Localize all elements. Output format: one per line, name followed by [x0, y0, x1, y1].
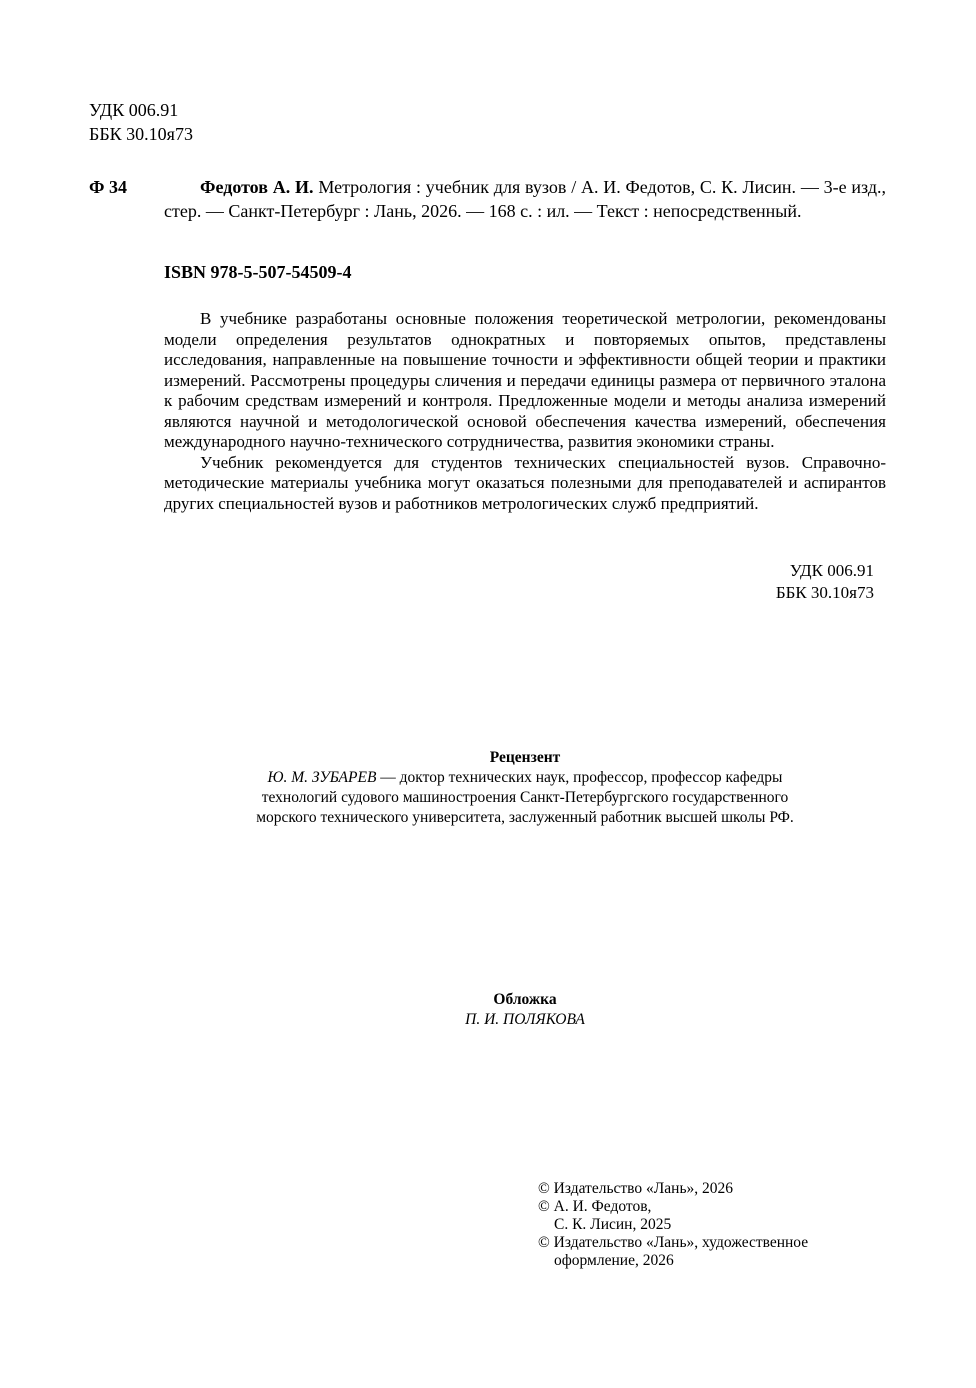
udk-code-bottom: УДК 006.91	[789, 561, 874, 580]
reviewer-line-1	[164, 768, 886, 788]
annotation-paragraph-1: В учебнике разработаны основные положения теоретической метрологии, рекомендованы модели определения результатов однократных и повторяемых опытов, представлены исследования, направленные на повышение точности и эффективности общей теории и практики измерений. Рассмотрены процедуры сличения и передачи единицы размера от первичного эталона к рабочим средствам измерений и контроля. Предложенные модели и методы анализа измерений являются научной и методологической основой обеспечения качества измерений, обеспечения международного научно-технического сотрудничества, развития экономики страны.	[164, 309, 886, 451]
copyright-notice	[538, 1180, 878, 1270]
copyright-line-5: оформление, 2026	[554, 1252, 674, 1269]
bbk-code-bottom: ББК 30.10я73	[775, 583, 874, 602]
copyright-line-1: © Издательство «Лань», 2026	[538, 1180, 734, 1197]
annotation	[164, 309, 886, 514]
bbk-code: ББК 30.10я73	[89, 124, 193, 144]
copyright-line-2: © А. И. Федотов,	[538, 1198, 652, 1215]
bibliographic-record	[164, 175, 886, 223]
classification-codes-bottom	[700, 560, 874, 604]
cover-designer: П. И. ПОЛЯКОВА	[465, 1011, 585, 1028]
classification-codes-top	[89, 98, 193, 146]
record-text: Метрология : учебник для вузов / А. И. Федотов, С. К. Лисин. — 3-е изд., стер. — Санкт-Петербург : Лань, 2026. — 168 с. : ил. — Текст : непосредственный.	[164, 177, 886, 221]
reviewer-name: Ю. М. ЗУБАРЕВ	[267, 769, 377, 786]
reviewer-line-3: морского технического университета, заслуженный работник высшей школы РФ.	[256, 809, 794, 826]
udk-code: УДК 006.91	[89, 100, 179, 120]
copyright-line-3: С. К. Лисин, 2025	[554, 1216, 672, 1233]
reviewer-section	[164, 748, 886, 828]
author-name: Федотов А. И.	[200, 177, 314, 197]
reviewer-line-2: технологий судового машиностроения Санкт-Петербургского государственного	[261, 789, 789, 806]
reviewer-credentials: — доктор технических наук, профессор, профессор кафедры	[376, 769, 783, 786]
annotation-paragraph-2: Учебник рекомендуется для студентов технических специальностей вузов. Справочно-методические материалы учебника могут оказаться полезными для преподавателей и аспирантов других специальностей вузов и работников метрологических служб предприятий.	[164, 452, 886, 513]
cover-credit	[164, 990, 886, 1030]
isbn: ISBN 978-5-507-54509-4	[164, 262, 352, 282]
copyright-line-4: © Издательство «Лань», художественное	[538, 1234, 809, 1251]
author-mark: Ф 34	[89, 177, 127, 197]
cover-heading: Обложка	[493, 991, 557, 1008]
reviewer-heading: Рецензент	[489, 749, 561, 766]
